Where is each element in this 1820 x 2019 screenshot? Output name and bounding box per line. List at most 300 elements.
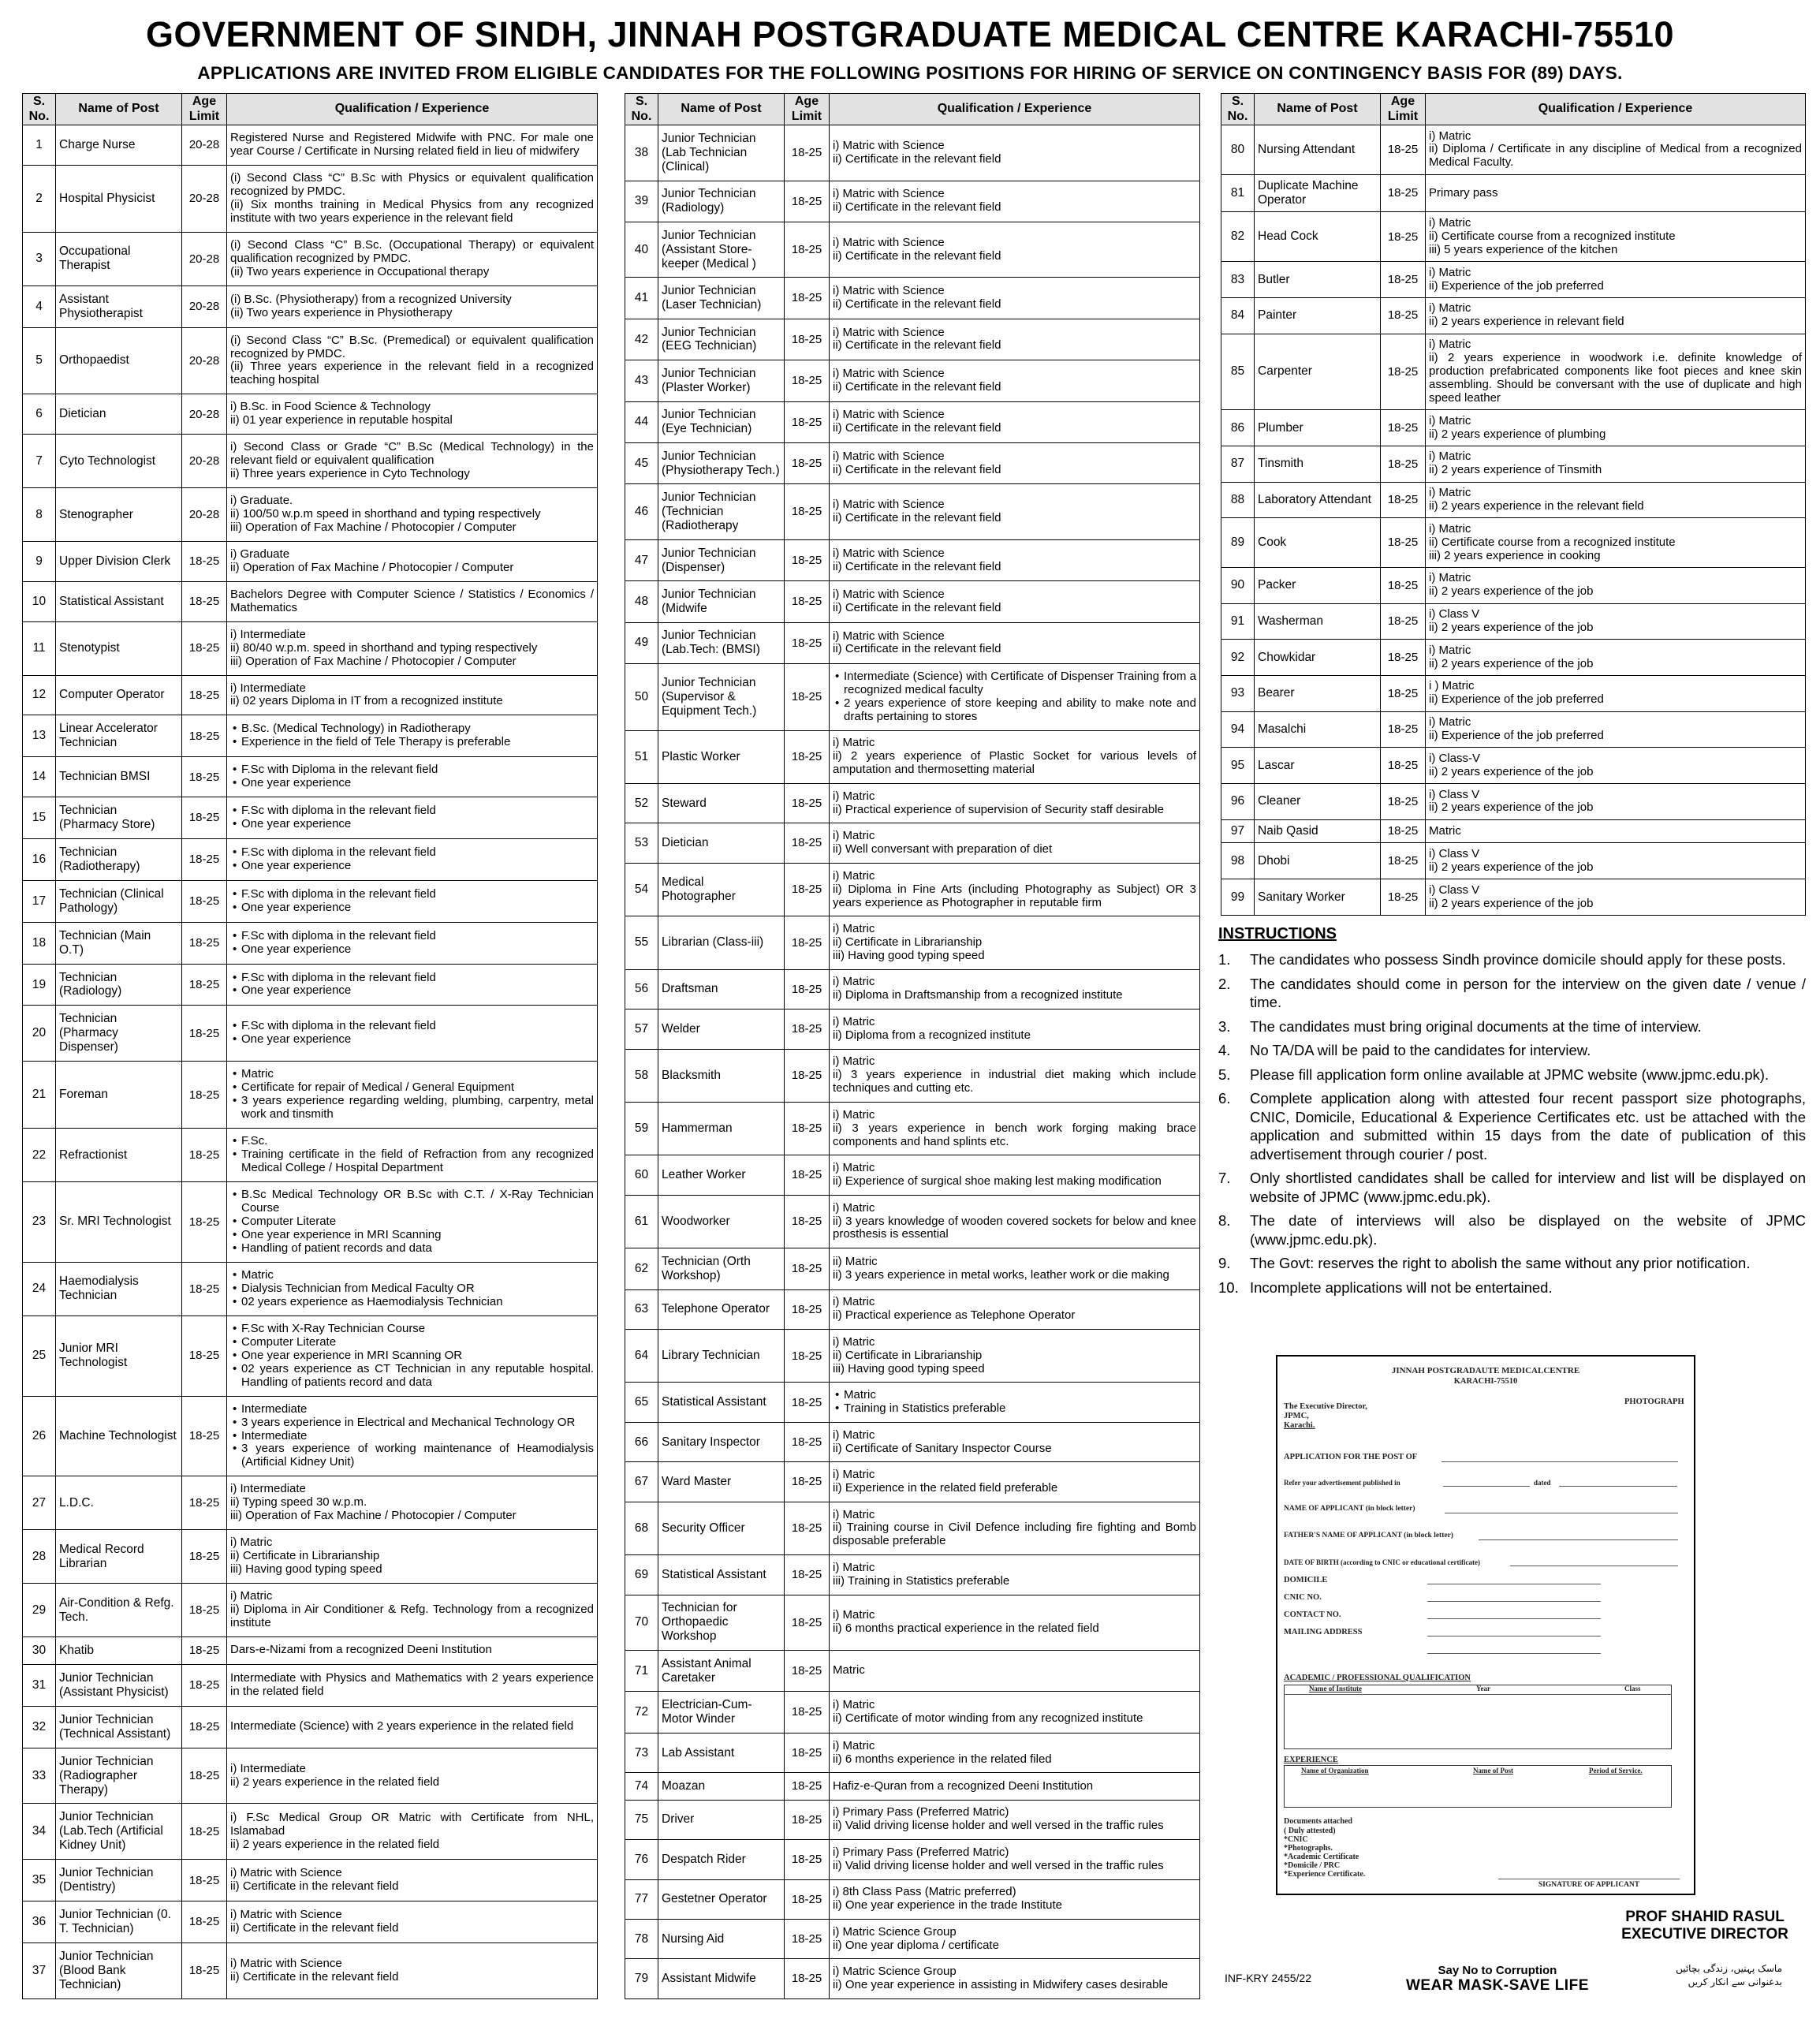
form-contact-label: CONTACT NO. bbox=[1284, 1610, 1341, 1619]
reference-number: INF-KRY 2455/22 bbox=[1225, 1972, 1311, 1984]
qualification-line: i) Matric bbox=[1429, 265, 1471, 279]
post-name: Naib Qasid bbox=[1255, 819, 1381, 843]
row-number: 41 bbox=[625, 278, 658, 319]
table-row bbox=[625, 1102, 1200, 1155]
qualification-cell bbox=[227, 541, 598, 581]
qualification-cell bbox=[1426, 711, 1806, 748]
qualification-line: • F.Sc with diploma in the relevant field bbox=[230, 846, 594, 860]
age-limit: 20-28 bbox=[182, 232, 227, 285]
table-row bbox=[1221, 711, 1806, 748]
age-limit: 18-25 bbox=[1381, 843, 1426, 879]
qualification-line: i) Matric bbox=[230, 1536, 273, 1550]
instruction-number: 9. bbox=[1218, 1255, 1231, 1272]
qualification-line: • One year experience bbox=[230, 984, 594, 998]
qualification-line: ii) 2 years experience of Plastic Socket for various levels of amputation and thermosetting material bbox=[833, 749, 1196, 777]
table-row bbox=[23, 1396, 598, 1476]
post-name: Junior Technician (0. T. Technician) bbox=[56, 1901, 182, 1943]
age-limit: 18-25 bbox=[785, 1959, 830, 1998]
qualification-line: • 02 years experience as CT Technician in any reputable hospital. Handling of patients record and data bbox=[230, 1363, 594, 1390]
post-name: Librarian (Class-iii) bbox=[658, 916, 785, 969]
age-limit: 18-25 bbox=[1381, 334, 1426, 410]
qualification-line: i) Intermediate bbox=[230, 681, 306, 695]
table-row bbox=[1221, 212, 1806, 262]
table-row bbox=[625, 969, 1200, 1009]
qualification-line: ii) Certificate in Librarianship bbox=[230, 1549, 380, 1563]
qualification-line: ii) 100/50 w.p.m speed in shorthand and typing respectively bbox=[230, 507, 541, 521]
post-name: Sr. MRI Technologist bbox=[56, 1182, 182, 1263]
row-number: 51 bbox=[625, 730, 658, 783]
qualification-line: ii) 2 years experience of the job bbox=[1429, 896, 1594, 910]
qualification-line: • Matric bbox=[230, 1269, 594, 1282]
qualification-line: (ii) Two years experience in Physiotherapy bbox=[230, 305, 453, 319]
post-name: Junior Technician (Radiographer Therapy) bbox=[56, 1748, 182, 1804]
row-number: 83 bbox=[1221, 262, 1255, 298]
age-limit: 18-25 bbox=[182, 1182, 227, 1263]
row-number: 47 bbox=[625, 539, 658, 580]
instruction-item bbox=[1218, 1169, 1806, 1206]
qualification-cell bbox=[1426, 212, 1806, 262]
post-name: Sanitary Inspector bbox=[658, 1422, 785, 1461]
qualification-line: Dars-e-Nizami from a recognized Deeni Institution bbox=[230, 1643, 492, 1657]
age-limit: 18-25 bbox=[1381, 174, 1426, 212]
age-limit: 18-25 bbox=[1381, 819, 1426, 843]
post-name: Technician (Pharmacy Dispenser) bbox=[56, 1006, 182, 1062]
instruction-number: 4. bbox=[1218, 1042, 1231, 1059]
qualification-line: i) Matric bbox=[1429, 643, 1471, 657]
qualification-line: ii) Diploma in Fine Arts (including Photography as Subject) OR 3 years experience as Photographer in reputable firm bbox=[833, 882, 1196, 909]
age-limit: 18-25 bbox=[785, 969, 830, 1009]
qualification-line: • One year experience in MRI Scanning bbox=[230, 1229, 594, 1242]
qualification-cell bbox=[227, 1396, 598, 1476]
qualification-line: ii) 2 years experience in relevant field bbox=[1429, 315, 1624, 329]
post-name: Telephone Operator bbox=[658, 1289, 785, 1329]
table-row bbox=[625, 1879, 1200, 1919]
post-name: Occupational Therapist bbox=[56, 232, 182, 285]
qualification-line: (i) B.Sc. (Physiotherapy) from a recognized University bbox=[230, 292, 512, 306]
qualification-line: i) Matric with Science bbox=[833, 588, 945, 602]
qualification-cell bbox=[227, 232, 598, 285]
table-row bbox=[1221, 297, 1806, 334]
table-row bbox=[625, 278, 1200, 319]
form-doc-5: *Domicile / PRC bbox=[1284, 1861, 1341, 1870]
table-row bbox=[23, 1706, 598, 1748]
qualification-line: i) Matric bbox=[1429, 521, 1471, 536]
qualification-line: i) Matric with Science bbox=[230, 1908, 342, 1922]
age-limit: 18-25 bbox=[785, 1248, 830, 1289]
row-number: 58 bbox=[625, 1049, 658, 1102]
age-limit: 18-25 bbox=[182, 1062, 227, 1129]
qualification-cell bbox=[830, 443, 1200, 484]
table-row bbox=[1221, 676, 1806, 712]
qualification-cell bbox=[830, 1422, 1200, 1461]
post-name: Junior Technician (Supervisor & Equipment Tech.) bbox=[658, 664, 785, 730]
post-name: Khatib bbox=[56, 1637, 182, 1665]
qualification-cell bbox=[830, 125, 1200, 181]
qualification-line: i) Intermediate bbox=[230, 627, 306, 641]
qualification-line: i) Matric with Science bbox=[833, 284, 945, 298]
qualification-line: i) F.Sc Medical Group OR Matric with Certificate from NHL, Islamabad bbox=[230, 1810, 594, 1838]
post-name: Hospital Physicist bbox=[56, 165, 182, 232]
jobs-table-col2 bbox=[625, 93, 1200, 1999]
qualification-cell bbox=[227, 675, 598, 715]
row-number: 27 bbox=[23, 1476, 56, 1530]
row-number: 77 bbox=[625, 1879, 658, 1919]
post-name: Haemodialysis Technician bbox=[56, 1262, 182, 1316]
qualification-line: i) Matric bbox=[833, 1014, 875, 1028]
age-limit: 18-25 bbox=[785, 1595, 830, 1650]
qualification-cell bbox=[1426, 297, 1806, 334]
age-limit: 18-25 bbox=[785, 863, 830, 916]
table-row bbox=[625, 1248, 1200, 1289]
qualification-line: ii) One year experience in the trade Institute bbox=[833, 1898, 1062, 1913]
table-row bbox=[625, 1651, 1200, 1692]
table-row bbox=[23, 1006, 598, 1062]
qualification-line: ii) Experience of the job preferred bbox=[1429, 692, 1604, 707]
instruction-item bbox=[1218, 1211, 1806, 1248]
row-number: 72 bbox=[625, 1692, 658, 1733]
table-row bbox=[625, 1155, 1200, 1195]
age-limit: 18-25 bbox=[182, 1706, 227, 1748]
row-number: 52 bbox=[625, 784, 658, 823]
instruction-item bbox=[1218, 1041, 1806, 1059]
age-limit: 18-25 bbox=[785, 1555, 830, 1595]
qualification-line: ii) 3 years experience in bench work forging making brace components and hand splints etc. bbox=[833, 1121, 1196, 1148]
table-row bbox=[625, 784, 1200, 823]
qualification-cell bbox=[830, 1289, 1200, 1329]
slogan-corruption: Say No to Corruption bbox=[1438, 1964, 1557, 1977]
row-number: 80 bbox=[1221, 125, 1255, 175]
table-row bbox=[23, 581, 598, 621]
form-mailing-label: MAILING ADDRESS bbox=[1284, 1628, 1363, 1636]
qualification-line: iii) Operation of Fax Machine / Photocopier / Computer bbox=[230, 521, 517, 534]
age-limit: 18-25 bbox=[785, 125, 830, 181]
qualification-cell bbox=[1426, 334, 1806, 410]
age-limit: 18-25 bbox=[182, 757, 227, 797]
table-row bbox=[1221, 410, 1806, 446]
qualification-line: iii) 2 years experience in cooking bbox=[1429, 548, 1601, 562]
qualification-cell bbox=[830, 1248, 1200, 1289]
age-limit: 18-25 bbox=[785, 622, 830, 663]
table-row bbox=[1221, 262, 1806, 298]
row-number: 32 bbox=[23, 1706, 56, 1748]
qualification-line: i) Intermediate bbox=[230, 1482, 306, 1496]
table-row bbox=[23, 1476, 598, 1530]
qualification-line: (i) Second Class “C” B.Sc. (Occupational Therapy) or equivalent qualification recognized by PMDC. bbox=[230, 237, 594, 265]
table-row bbox=[625, 1595, 1200, 1650]
instruction-text: No TA/DA will be paid to the candidates for interview. bbox=[1250, 1042, 1591, 1059]
age-limit: 18-25 bbox=[182, 1530, 227, 1584]
qualification-cell bbox=[1426, 446, 1806, 482]
post-name: Junior MRI Technologist bbox=[56, 1316, 182, 1396]
qualification-line: i) Matric with Science bbox=[230, 1866, 342, 1880]
qualification-line: i) Graduate. bbox=[230, 494, 293, 508]
post-name: Junior Technician (Technical Assistant) bbox=[56, 1706, 182, 1748]
post-name: Refractionist bbox=[56, 1129, 182, 1182]
form-to-1: The Executive Director, bbox=[1284, 1402, 1367, 1411]
qualification-line: i) Matric bbox=[1429, 338, 1471, 352]
row-number: 81 bbox=[1221, 174, 1255, 212]
post-name: Plastic Worker bbox=[658, 730, 785, 783]
form-academic-col-institute: Name of Institute bbox=[1309, 1685, 1362, 1692]
table-header-row bbox=[625, 94, 1200, 125]
application-form bbox=[1276, 1355, 1695, 1895]
qualification-line: i) Matric with Science bbox=[833, 366, 945, 380]
qualification-line: i) Matric with Science bbox=[833, 629, 945, 643]
qualification-line: • 02 years experience as Haemodialysis Technician bbox=[230, 1296, 594, 1309]
table-row bbox=[23, 285, 598, 327]
qualification-cell bbox=[227, 1748, 598, 1804]
post-name: Welder bbox=[658, 1010, 785, 1049]
qualification-cell bbox=[830, 1733, 1200, 1772]
post-name: Stenographer bbox=[56, 488, 182, 542]
header-qualification: Qualification / Experience bbox=[830, 94, 1200, 125]
age-limit: 18-25 bbox=[1381, 446, 1426, 482]
post-name: Foreman bbox=[56, 1062, 182, 1129]
form-academic-col-year: Year bbox=[1476, 1685, 1490, 1692]
instruction-item bbox=[1218, 950, 1806, 968]
qualification-line: ii) 2 years experience in the related field bbox=[230, 1837, 440, 1851]
qualification-cell bbox=[227, 1530, 598, 1584]
form-refer-line[interactable] bbox=[1443, 1486, 1530, 1487]
post-name: Junior Technician (Lab Technician (Clinical) bbox=[658, 125, 785, 181]
form-name-label: NAME OF APPLICANT (in block letter) bbox=[1284, 1505, 1415, 1513]
table-row bbox=[625, 125, 1200, 181]
qualification-cell bbox=[830, 863, 1200, 916]
qualification-cell bbox=[227, 285, 598, 327]
qualification-line: iii) Having good typing speed bbox=[833, 1361, 985, 1375]
table-row bbox=[23, 435, 598, 488]
age-limit: 18-25 bbox=[1381, 262, 1426, 298]
qualification-line: • F.Sc with diploma in the relevant field bbox=[230, 804, 594, 818]
form-academic-header-line bbox=[1284, 1694, 1672, 1695]
header-sno: S. No. bbox=[625, 94, 658, 125]
qualification-line: • 3 years experience in Electrical and Mechanical Technology OR bbox=[230, 1416, 594, 1430]
row-number: 69 bbox=[625, 1555, 658, 1595]
age-limit: 18-25 bbox=[1381, 711, 1426, 748]
qualification-cell bbox=[830, 1595, 1200, 1650]
row-number: 70 bbox=[625, 1595, 658, 1650]
age-limit: 18-25 bbox=[182, 797, 227, 839]
age-limit: 18-25 bbox=[785, 1462, 830, 1502]
post-name: Ward Master bbox=[658, 1462, 785, 1502]
qualification-line: • Certificate for repair of Medical / General Equipment bbox=[230, 1081, 594, 1095]
table-row bbox=[625, 319, 1200, 360]
qualification-line: i) Matric bbox=[833, 789, 875, 803]
row-number: 85 bbox=[1221, 334, 1255, 410]
post-name: Technician (Orth Workshop) bbox=[658, 1248, 785, 1289]
table-row bbox=[1221, 748, 1806, 784]
row-number: 97 bbox=[1221, 819, 1255, 843]
qualification-line: ii) Diploma from a recognized institute bbox=[833, 1028, 1031, 1042]
urdu-slogan bbox=[1613, 1962, 1782, 1989]
table-row bbox=[23, 1062, 598, 1129]
form-domicile-label: DOMICILE bbox=[1284, 1576, 1328, 1584]
age-limit: 18-25 bbox=[785, 1879, 830, 1919]
qualification-cell bbox=[1426, 125, 1806, 175]
row-number: 23 bbox=[23, 1182, 56, 1263]
form-title: JINNAH POSTGRADAUTE MEDICALCENTRE bbox=[1391, 1366, 1580, 1375]
qualification-line: i) Matric bbox=[833, 1738, 875, 1752]
post-name: Nursing Attendant bbox=[1255, 125, 1381, 175]
age-limit: 18-25 bbox=[785, 1733, 830, 1772]
form-father-line[interactable] bbox=[1479, 1539, 1678, 1540]
table-row bbox=[625, 1733, 1200, 1772]
post-name: Junior Technician (Eye Technician) bbox=[658, 401, 785, 442]
row-number: 71 bbox=[625, 1651, 658, 1692]
instruction-item bbox=[1218, 1017, 1806, 1036]
form-to-3: Karachi. bbox=[1284, 1421, 1315, 1430]
form-contact-line[interactable] bbox=[1427, 1618, 1601, 1619]
row-number: 25 bbox=[23, 1316, 56, 1396]
form-doc-6: *Experience Certificate. bbox=[1284, 1870, 1366, 1879]
post-name: Driver bbox=[658, 1800, 785, 1839]
jobs-table-col3 bbox=[1221, 93, 1806, 916]
row-number: 2 bbox=[23, 165, 56, 232]
post-name: Duplicate Machine Operator bbox=[1255, 174, 1381, 212]
qualification-line: • 3 years experience of working maintenance of Heamodialysis (Artificial Kidney Unit) bbox=[230, 1442, 594, 1469]
qualification-cell bbox=[227, 1182, 598, 1263]
row-number: 46 bbox=[625, 484, 658, 539]
qualification-line: ii) 3 years experience in industrial diet making which include techniques and cutting etc. bbox=[833, 1068, 1196, 1095]
qualification-cell bbox=[227, 435, 598, 488]
qualification-line: ii) Certificate in the relevant field bbox=[833, 151, 1001, 166]
qualification-line: i) Matric with Science bbox=[833, 449, 945, 463]
row-number: 63 bbox=[625, 1289, 658, 1329]
row-number: 61 bbox=[625, 1195, 658, 1248]
table-row bbox=[625, 539, 1200, 580]
qualification-line: i) Matric bbox=[833, 1698, 875, 1712]
age-limit: 18-25 bbox=[1381, 125, 1426, 175]
qualification-line: ii) 6 months experience in the related filed bbox=[833, 1752, 1052, 1766]
qualification-cell bbox=[227, 488, 598, 542]
table-row bbox=[625, 1010, 1200, 1049]
post-name: Butler bbox=[1255, 262, 1381, 298]
row-number: 39 bbox=[625, 181, 658, 222]
row-number: 33 bbox=[23, 1748, 56, 1804]
urdu-slogan-1: ماسک پہنیں، زندگی بچائیں bbox=[1676, 1963, 1782, 1974]
post-name: Painter bbox=[1255, 297, 1381, 334]
qualification-cell bbox=[830, 1651, 1200, 1692]
age-limit: 18-25 bbox=[785, 784, 830, 823]
table-row bbox=[23, 964, 598, 1006]
post-name: Junior Technician (Assistant Physicist) bbox=[56, 1664, 182, 1706]
qualification-line: i) Matric bbox=[833, 1507, 875, 1521]
post-name: Carpenter bbox=[1255, 334, 1381, 410]
instructions-heading: INSTRUCTIONS bbox=[1218, 925, 1337, 942]
table-row bbox=[1221, 125, 1806, 175]
age-limit: 18-25 bbox=[1381, 518, 1426, 568]
row-number: 34 bbox=[23, 1804, 56, 1860]
qualification-cell bbox=[830, 1102, 1200, 1155]
age-limit: 20-28 bbox=[182, 285, 227, 327]
age-limit: 20-28 bbox=[182, 394, 227, 435]
age-limit: 18-25 bbox=[182, 675, 227, 715]
row-number: 37 bbox=[23, 1943, 56, 1999]
form-refer-label: Refer your advertisement published in bbox=[1284, 1479, 1400, 1487]
table-row bbox=[23, 1584, 598, 1637]
qualification-line: (ii) Six months training in Medical Physics from any recognized institute with two years experience in the relevant field bbox=[230, 197, 594, 225]
form-cnic-line[interactable] bbox=[1427, 1601, 1601, 1602]
instruction-number: 8. bbox=[1218, 1212, 1231, 1230]
age-limit: 18-25 bbox=[785, 1773, 830, 1800]
qualification-line: ii) Operation of Fax Machine / Photocopier / Computer bbox=[230, 560, 514, 574]
post-name: Junior Technician (EEG Technician) bbox=[658, 319, 785, 360]
post-name: Computer Operator bbox=[56, 675, 182, 715]
qualification-line: i) Matric bbox=[833, 829, 875, 843]
qualification-cell bbox=[830, 1195, 1200, 1248]
table-row bbox=[625, 222, 1200, 277]
row-number: 20 bbox=[23, 1006, 56, 1062]
qualification-line: i) Graduate bbox=[230, 547, 290, 561]
form-mailing-line-2[interactable] bbox=[1427, 1653, 1601, 1654]
qualification-cell bbox=[1426, 603, 1806, 640]
age-limit: 18-25 bbox=[1381, 784, 1426, 820]
qualification-cell bbox=[830, 664, 1200, 730]
row-number: 36 bbox=[23, 1901, 56, 1943]
post-name: Junior Technician (Dispenser) bbox=[658, 539, 785, 580]
qualification-line: (ii) Three years experience in the relevant field in a recognized teaching hospital bbox=[230, 360, 594, 387]
qualification-cell bbox=[1426, 174, 1806, 212]
form-experience-col-post: Name of Post bbox=[1473, 1767, 1513, 1775]
qualification-line: • One year experience bbox=[230, 943, 594, 957]
qualification-line: Intermediate with Physics and Mathematics with 2 years experience in the related field bbox=[230, 1670, 594, 1698]
qualification-line: ii) Practical experience of supervision of Security staff desirable bbox=[833, 802, 1164, 816]
row-number: 30 bbox=[23, 1637, 56, 1665]
table-row bbox=[625, 484, 1200, 539]
qualification-cell bbox=[1426, 482, 1806, 518]
qualification-line: i) Primary Pass (Preferred Matric) bbox=[833, 1805, 1009, 1819]
row-number: 75 bbox=[625, 1800, 658, 1839]
header-age: Age Limit bbox=[182, 94, 227, 125]
post-name: Hammerman bbox=[658, 1102, 785, 1155]
age-limit: 18-25 bbox=[785, 1383, 830, 1422]
instruction-item bbox=[1218, 975, 1806, 1012]
form-dated-line[interactable] bbox=[1559, 1486, 1677, 1487]
row-number: 99 bbox=[1221, 879, 1255, 916]
qualification-line: i) Intermediate bbox=[230, 1761, 306, 1775]
qualification-line: ii) 01 year experience in reputable hospital bbox=[230, 413, 453, 427]
post-name: Junior Technician (Technician (Radiotherapy bbox=[658, 484, 785, 539]
qualification-cell bbox=[830, 1502, 1200, 1554]
age-limit: 18-25 bbox=[182, 880, 227, 922]
form-post-line[interactable] bbox=[1441, 1461, 1678, 1462]
instruction-number: 5. bbox=[1218, 1065, 1231, 1083]
row-number: 56 bbox=[625, 969, 658, 1009]
qualification-line: • 2 years experience of store keeping and ability to make note and drafts pertaining to stores bbox=[833, 697, 1196, 724]
table-row bbox=[23, 394, 598, 435]
table-row bbox=[23, 1860, 598, 1901]
age-limit: 18-25 bbox=[1381, 676, 1426, 712]
age-limit: 18-25 bbox=[182, 715, 227, 757]
qualification-line: ii) Typing speed 30 w.p.m. bbox=[230, 1495, 367, 1510]
table-row bbox=[625, 664, 1200, 730]
qualification-line: ii) Certificate in the relevant field bbox=[230, 1921, 399, 1935]
qualification-line: i) Class-V bbox=[1429, 751, 1481, 765]
age-limit: 18-25 bbox=[785, 916, 830, 969]
instruction-number: 7. bbox=[1218, 1170, 1231, 1187]
table-row bbox=[625, 443, 1200, 484]
age-limit: 18-25 bbox=[785, 1840, 830, 1879]
qualification-line: ii) 2 years experience in the relevant field bbox=[1429, 498, 1644, 513]
qualification-line: ii) Matric bbox=[833, 1254, 878, 1268]
post-name: Moazan bbox=[658, 1773, 785, 1800]
qualification-line: • F.Sc with Diploma in the relevant field bbox=[230, 763, 594, 777]
qualification-line: iii) 5 years experience of the kitchen bbox=[1429, 242, 1618, 256]
age-limit: 20-28 bbox=[182, 165, 227, 232]
age-limit: 20-28 bbox=[182, 327, 227, 394]
qualification-line: ii) 3 years knowledge of wooden covered sockets for below and knee prosthesis is essential bbox=[833, 1214, 1196, 1241]
post-name: Sanitary Worker bbox=[1255, 879, 1381, 916]
